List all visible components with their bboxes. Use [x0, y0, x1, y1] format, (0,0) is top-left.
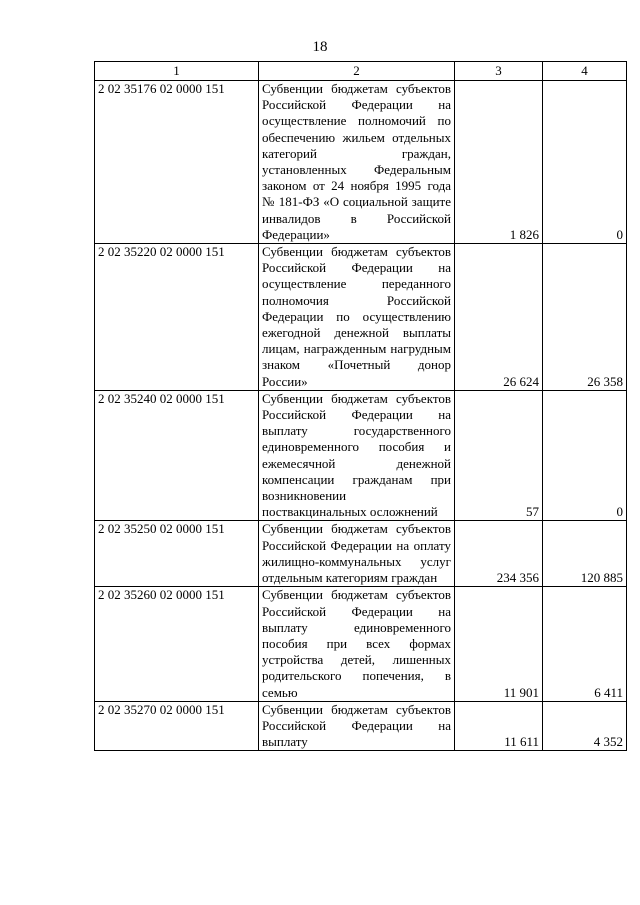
- table-row: [95, 244, 627, 391]
- row-value-col4: 120 885: [543, 521, 627, 587]
- header-col-3: 3: [455, 62, 543, 81]
- table-row: [95, 81, 627, 244]
- row-value-col4: 0: [543, 390, 627, 521]
- row-value-col4: 26 358: [543, 244, 627, 391]
- row-code: 2 02 35176 02 0000 151: [95, 81, 259, 244]
- table-header-row: [95, 62, 627, 81]
- row-code: 2 02 35220 02 0000 151: [95, 244, 259, 391]
- header-col-2: 2: [259, 62, 455, 81]
- row-value-col3: 11 901: [455, 587, 543, 701]
- table-row: [95, 521, 627, 587]
- row-code: 2 02 35250 02 0000 151: [95, 521, 259, 587]
- table-row: [95, 587, 627, 701]
- table-row: [95, 701, 627, 751]
- row-name: Субвенции бюджетам субъектов Российской Федерации на выплату государственного единовременного пособия и ежемесячной денежной компенсации гражданам при возникновении поствакцинальных осложнений: [259, 390, 455, 521]
- row-value-col3: 26 624: [455, 244, 543, 391]
- row-name: Субвенции бюджетам субъектов Российской Федерации на осуществление переданного полномочия Российской Федерации по осуществлению ежегодной денежной выплаты лицам, награжденным нагрудным знаком «Почетный донор России»: [259, 244, 455, 391]
- table-row: [95, 390, 627, 521]
- table-body: [95, 62, 627, 751]
- row-code: 2 02 35270 02 0000 151: [95, 701, 259, 751]
- page-number: 18: [312, 39, 328, 55]
- header-col-4: 4: [543, 62, 627, 81]
- row-value-col4: 4 352: [543, 701, 627, 751]
- header-col-1: 1: [95, 62, 259, 81]
- row-value-col3: 57: [455, 390, 543, 521]
- row-name: Субвенции бюджетам субъектов Российской Федерации на выплату единовременного пособия при всех формах устройства детей, лишенных родительского попечения, в семью: [259, 587, 455, 701]
- budget-table: [94, 61, 627, 751]
- row-name: Субвенции бюджетам субъектов Российской Федерации на выплату: [259, 701, 455, 751]
- row-value-col3: 1 826: [455, 81, 543, 244]
- row-value-col4: 6 411: [543, 587, 627, 701]
- row-value-col4: 0: [543, 81, 627, 244]
- row-code: 2 02 35260 02 0000 151: [95, 587, 259, 701]
- row-name: Субвенции бюджетам субъектов Российской Федерации на осуществление полномочий по обеспечению жильем отдельных категорий граждан, установленных Федеральным законом от 24 ноября 1995 года № 181-ФЗ «О социальной защите инвалидов в Российской Федерации»: [259, 81, 455, 244]
- row-value-col3: 234 356: [455, 521, 543, 587]
- row-name: Субвенции бюджетам субъектов Российской Федерации на оплату жилищно-коммунальных услуг отдельным категориям граждан: [259, 521, 455, 587]
- row-code: 2 02 35240 02 0000 151: [95, 390, 259, 521]
- row-value-col3: 11 611: [455, 701, 543, 751]
